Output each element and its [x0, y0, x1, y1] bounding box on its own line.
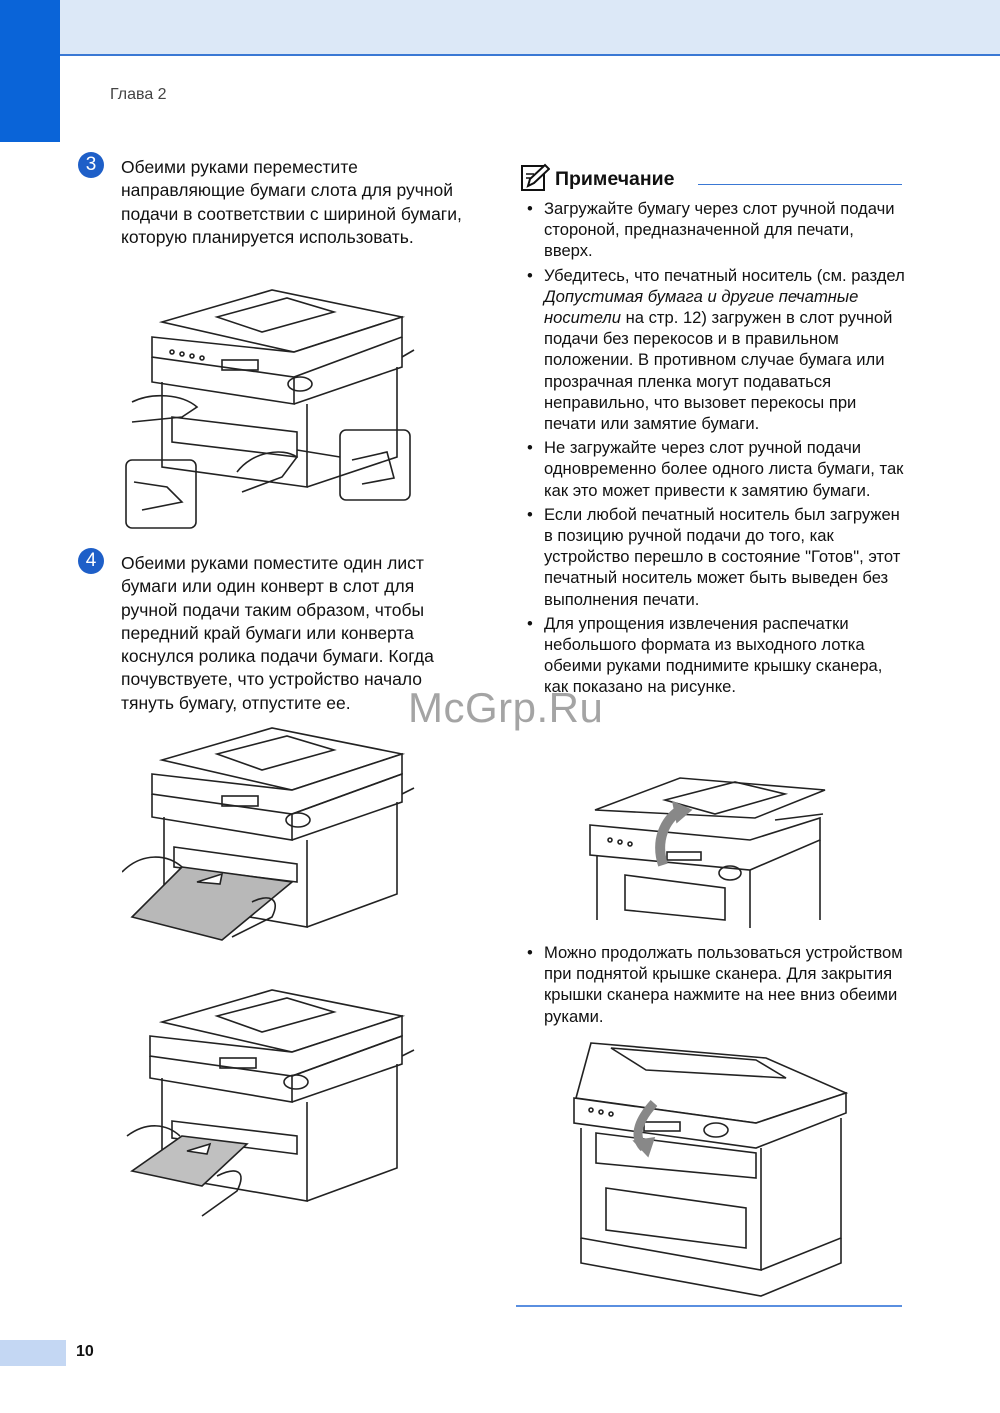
note-bullet: [527, 265, 907, 435]
page-number: 10: [76, 1343, 94, 1360]
header-band: [0, 0, 1000, 56]
note-bullet-reference: Допустимая бумага и другие печатные носители: [544, 286, 859, 328]
note-bullet-list-2: [527, 942, 907, 1030]
step-number-badge: 4: [78, 548, 104, 574]
note-bullet: • Можно продолжать пользоваться устройством при поднятой крышке сканера. Для закрытия крышки сканера нажмите на нее вниз обеими руками.: [527, 942, 907, 1027]
printer-close-cover-illustration: [566, 1038, 856, 1300]
note-bullet: • Не загружайте через слот ручной подачи одновременно более одного листа бумаги, так как это может привести к замятию бумаги.: [527, 437, 907, 501]
step-number-badge: 3: [78, 152, 104, 178]
footer-band: [0, 1340, 66, 1366]
printer-lifted-cover-illustration: [585, 770, 830, 928]
note-bullet-list: [527, 198, 907, 701]
watermark: McGrp.Ru: [408, 684, 604, 731]
printer-insert-paper-illustration: [122, 722, 416, 942]
chapter-label: Глава 2: [110, 86, 167, 103]
printer-paper-feed-illustration: [122, 986, 416, 1236]
note-rule: [698, 184, 902, 185]
note-bullet: • Для упрощения извлечения распечатки небольшого формата из выходного лотка обеими руками поднимите крышку сканера, как показано на рисунке.: [527, 613, 907, 698]
note-bullet: • Загружайте бумагу через слот ручной подачи стороной, предназначенной для печати, вверх.: [527, 198, 907, 262]
step-3-text: Обеими руками переместите направляющие бумаги слота для ручной подачи в соответствии с шириной бумаги, которую планируется использовать.: [121, 157, 462, 247]
note-bullet-post: на стр. 12) загружен в слот ручной подачи без перекосов и в правильном положении. В противном случае бумага или прозрачная пленка могут подаваться неправильно, что вызовет перекосы при печати или замятие бумаги.: [544, 308, 893, 434]
chapter-tab: [0, 0, 60, 142]
note-end-rule: [516, 1305, 902, 1307]
note-header: [520, 162, 902, 194]
printer-guides-illustration: [122, 282, 416, 532]
note-title: Примечание: [555, 168, 675, 190]
step-4-text: Обеими руками поместите один лист бумаги или один конверт в слот для ручной подачи таким образом, чтобы передний край бумаги или конверта коснулся ролика подачи бумаги. Когда почувствуете, что устройство начало тянуть бумагу, отпустите ее.: [121, 553, 434, 713]
note-bullet: • Если любой печатный носитель был загружен в позицию ручной подачи до того, как устройство перешло в состояние "Готов", этот печатный носитель может быть выведен без выполнения печати.: [527, 504, 907, 610]
note-pencil-icon: [520, 162, 550, 192]
header-rule: [60, 54, 1000, 56]
note-bullet-pre: Убедитесь, что печатный носитель (см. раздел: [544, 265, 905, 285]
